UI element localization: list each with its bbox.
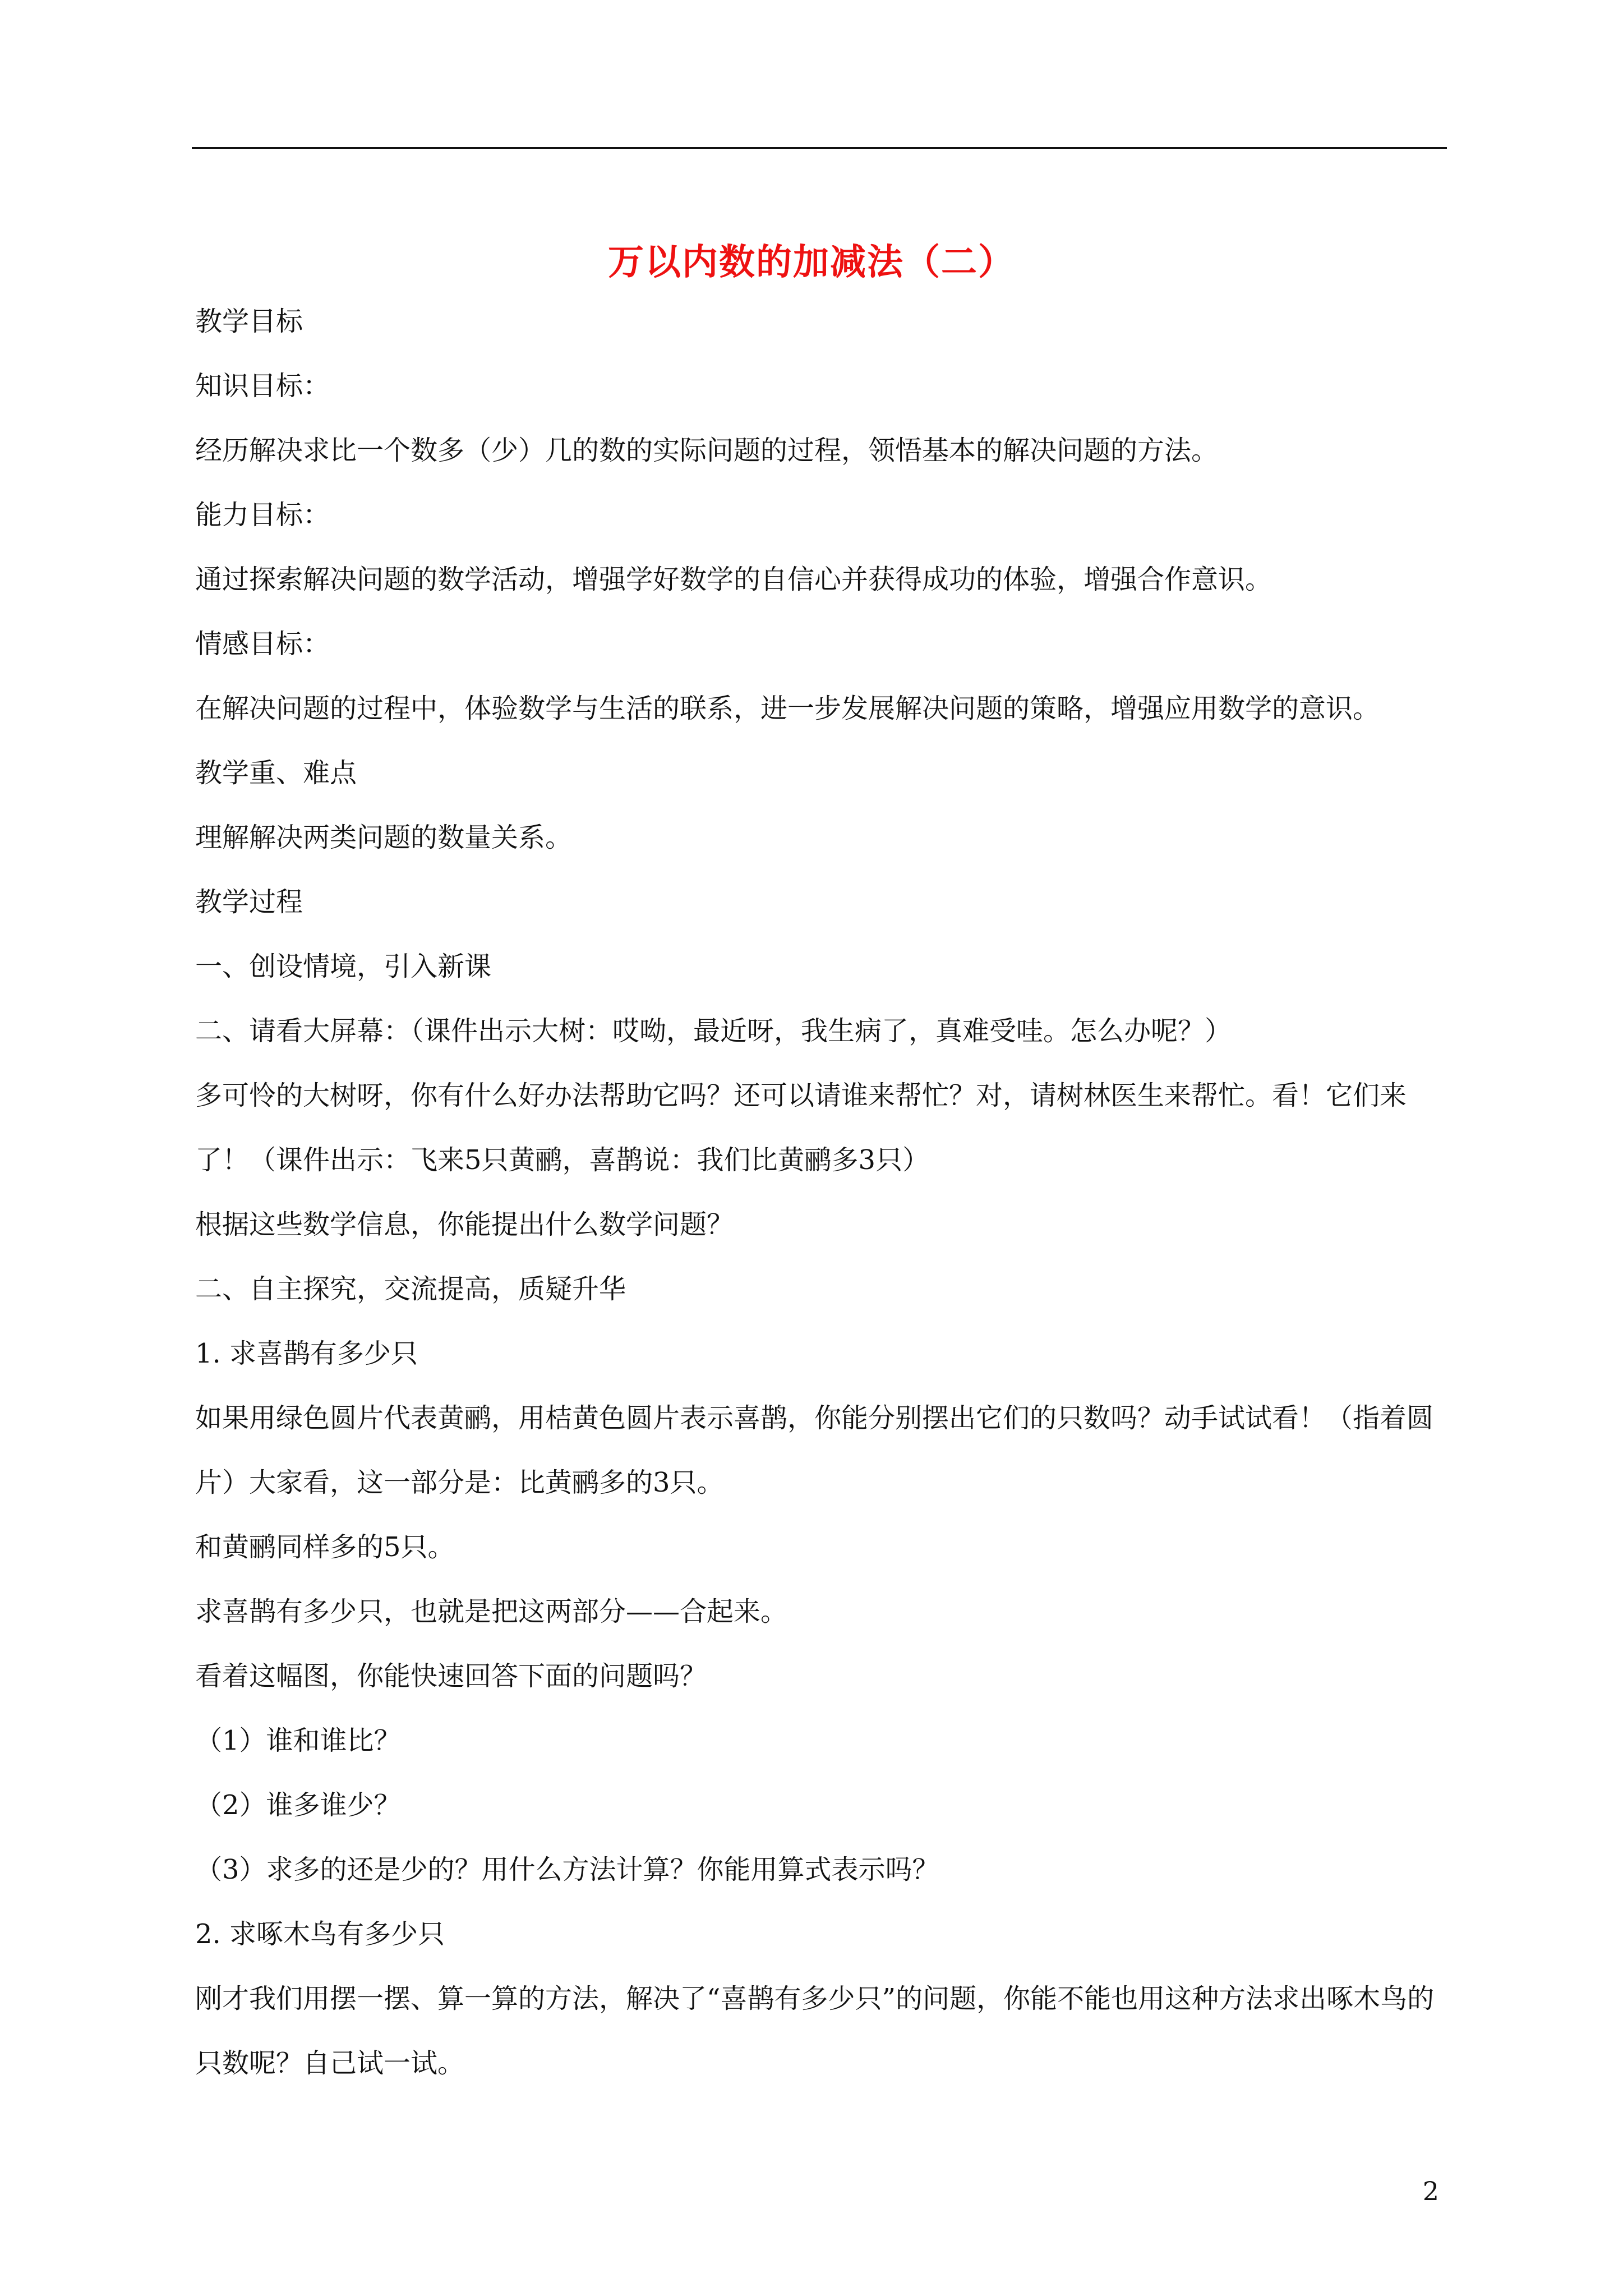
- paragraph: 和黄鹂同样多的5只。: [195, 1531, 455, 1563]
- paragraph: 理解解决两类问题的数量关系。: [195, 822, 573, 853]
- paragraph: 多可怜的大树呀，你有什么好办法帮助它吗？还可以请谁来帮忙？对，请树林医生来帮忙。看！它们来了！（课件出示：飞来5只黄鹂，喜鹊说：我们比黄鹂多3只）: [195, 1080, 1407, 1176]
- paragraph-subsection-1: 1. 求喜鹊有多少只: [195, 1338, 418, 1369]
- paragraph: 求喜鹊有多少只，也就是把这两部分——合起来。: [195, 1596, 788, 1627]
- question-item: （1）谁和谁比？: [195, 1725, 401, 1756]
- paragraph-ability-goal: 能力目标：: [195, 499, 330, 531]
- header-rule: [192, 147, 1447, 149]
- paragraph-teaching-goals: 教学目标: [195, 306, 303, 337]
- paragraph-section-explore: 二、自主探究，交流提高，质疑升华: [195, 1273, 626, 1305]
- paragraph: 在解决问题的过程中，体验数学与生活的联系，进一步发展解决问题的策略，增强应用数学的意识。: [195, 693, 1380, 724]
- paragraph-section-two: 二、请看大屏幕：（课件出示大树：哎呦，最近呀，我生病了，真难受哇。怎么办呢？）: [195, 1015, 1232, 1047]
- paragraph: 刚才我们用摆一摆、算一算的方法，解决了“喜鹊有多少只”的问题，你能不能也用这种方法求出啄木鸟的只数呢？自己试一试。: [195, 1983, 1435, 2079]
- question-item: （2）谁多谁少？: [195, 1789, 401, 1821]
- paragraph-knowledge-goal: 知识目标：: [195, 370, 330, 402]
- question-item: （3）求多的还是少的？用什么方法计算？你能用算式表示吗？: [195, 1854, 939, 1885]
- paragraph-emotion-goal: 情感目标：: [195, 628, 330, 660]
- paragraph: 如果用绿色圆片代表黄鹂，用桔黄色圆片表示喜鹊，你能分别摆出它们的只数吗？动手试试看！（指着圆片）大家看，这一部分是：比黄鹂多的3只。: [195, 1402, 1434, 1498]
- paragraph-section-one: 一、创设情境，引入新课: [195, 951, 492, 982]
- paragraph-key-points: 教学重、难点: [195, 757, 357, 789]
- paragraph: 经历解决求比一个数多（少）几的数的实际问题的过程，领悟基本的解决问题的方法。: [195, 435, 1219, 466]
- paragraph: 看着这幅图，你能快速回答下面的问题吗？: [195, 1660, 707, 1692]
- paragraph: 根据这些数学信息，你能提出什么数学问题？: [195, 1209, 734, 1240]
- paragraph-teaching-process: 教学过程: [195, 886, 303, 918]
- paragraph: 通过探索解决问题的数学活动，增强学好数学的自信心并获得成功的体验，增强合作意识。: [195, 564, 1272, 595]
- document-body: [195, 289, 1449, 2096]
- document-title: 万以内数的加减法（二）: [608, 241, 1015, 283]
- paragraph-subsection-2: 2. 求啄木鸟有多少只: [195, 1918, 445, 1950]
- page-number: 2: [1422, 2176, 1439, 2206]
